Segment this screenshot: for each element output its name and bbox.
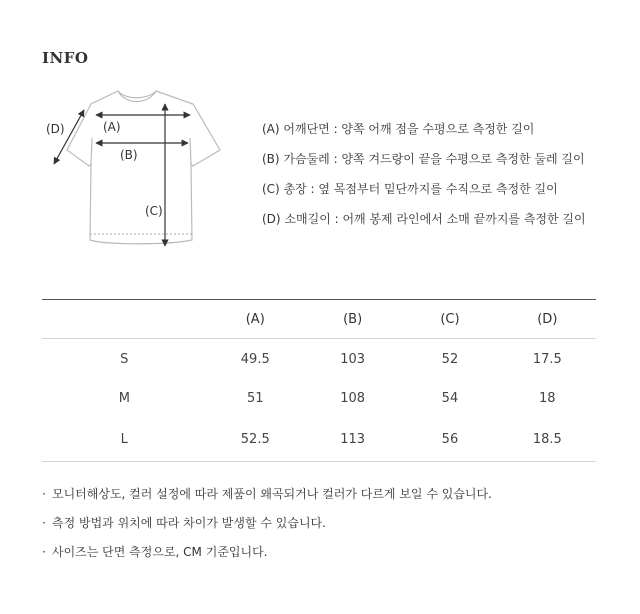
table-cell: 113	[340, 431, 366, 447]
table-cell: 18	[539, 390, 556, 406]
section-title: INFO	[42, 49, 89, 67]
table-cell: 52	[441, 351, 459, 367]
note-item	[42, 544, 492, 573]
note-item	[42, 515, 492, 544]
table-cell: 54	[441, 390, 459, 406]
table-row	[42, 417, 596, 462]
tshirt-icon	[30, 80, 240, 260]
table-cell: 103	[340, 351, 366, 367]
size-label: M	[118, 390, 130, 406]
note-text: 사이즈는 단면 측정으로, CM 기준입니다.	[52, 545, 268, 559]
table-header-d: (D)	[537, 311, 558, 327]
table-header-size	[42, 300, 207, 339]
table-header-b: (B)	[343, 311, 363, 327]
table-header-c: (C)	[440, 311, 460, 327]
table-cell: 17.5	[532, 351, 562, 367]
legend-item-c: (C) 총장 : 옆 목점부터 밑단까지를 수직으로 측정한 길이	[262, 182, 558, 196]
table-row	[42, 339, 596, 380]
tshirt-outline	[67, 91, 220, 244]
diagram-label-a: (A)	[103, 120, 121, 134]
table-header-row	[42, 300, 596, 339]
table-cell: 56	[441, 431, 459, 447]
tshirt-measurement-diagram	[30, 80, 240, 260]
diagram-label-b: (B)	[120, 148, 138, 162]
size-label: S	[120, 351, 129, 367]
note-text: 측정 방법과 위치에 따라 차이가 발생할 수 있습니다.	[52, 516, 326, 530]
note-item	[42, 486, 492, 515]
table-header-a: (A)	[245, 311, 265, 327]
measurement-legend	[262, 121, 586, 241]
table-row	[42, 379, 596, 417]
diagram-label-d: (D)	[46, 122, 65, 136]
size-table	[42, 299, 596, 462]
table-cell: 108	[340, 390, 366, 406]
note-text: 모니터해상도, 컬러 설정에 따라 제품이 왜곡되거나 컬러가 다르게 보일 수 있습니다.	[52, 487, 492, 501]
bullet-icon: ·	[42, 545, 46, 559]
notes-list	[42, 486, 492, 573]
bullet-icon: ·	[42, 516, 46, 530]
size-label: L	[120, 431, 128, 447]
legend-item-d: (D) 소매길이 : 어깨 봉제 라인에서 소매 끝까지를 측정한 길이	[262, 212, 586, 226]
table-cell: 18.5	[532, 431, 562, 447]
legend-item-b: (B) 가슴둘레 : 양쪽 겨드랑이 끝을 수평으로 측정한 둘레 길이	[262, 152, 585, 166]
table-cell: 51	[246, 390, 264, 406]
table-cell: 52.5	[240, 431, 270, 447]
diagram-label-c: (C)	[145, 204, 163, 218]
table-cell: 49.5	[240, 351, 270, 367]
measure-line-d	[54, 110, 84, 164]
bullet-icon: ·	[42, 487, 46, 501]
legend-item-a: (A) 어깨단면 : 양쪽 어깨 점을 수평으로 측정한 길이	[262, 122, 535, 136]
